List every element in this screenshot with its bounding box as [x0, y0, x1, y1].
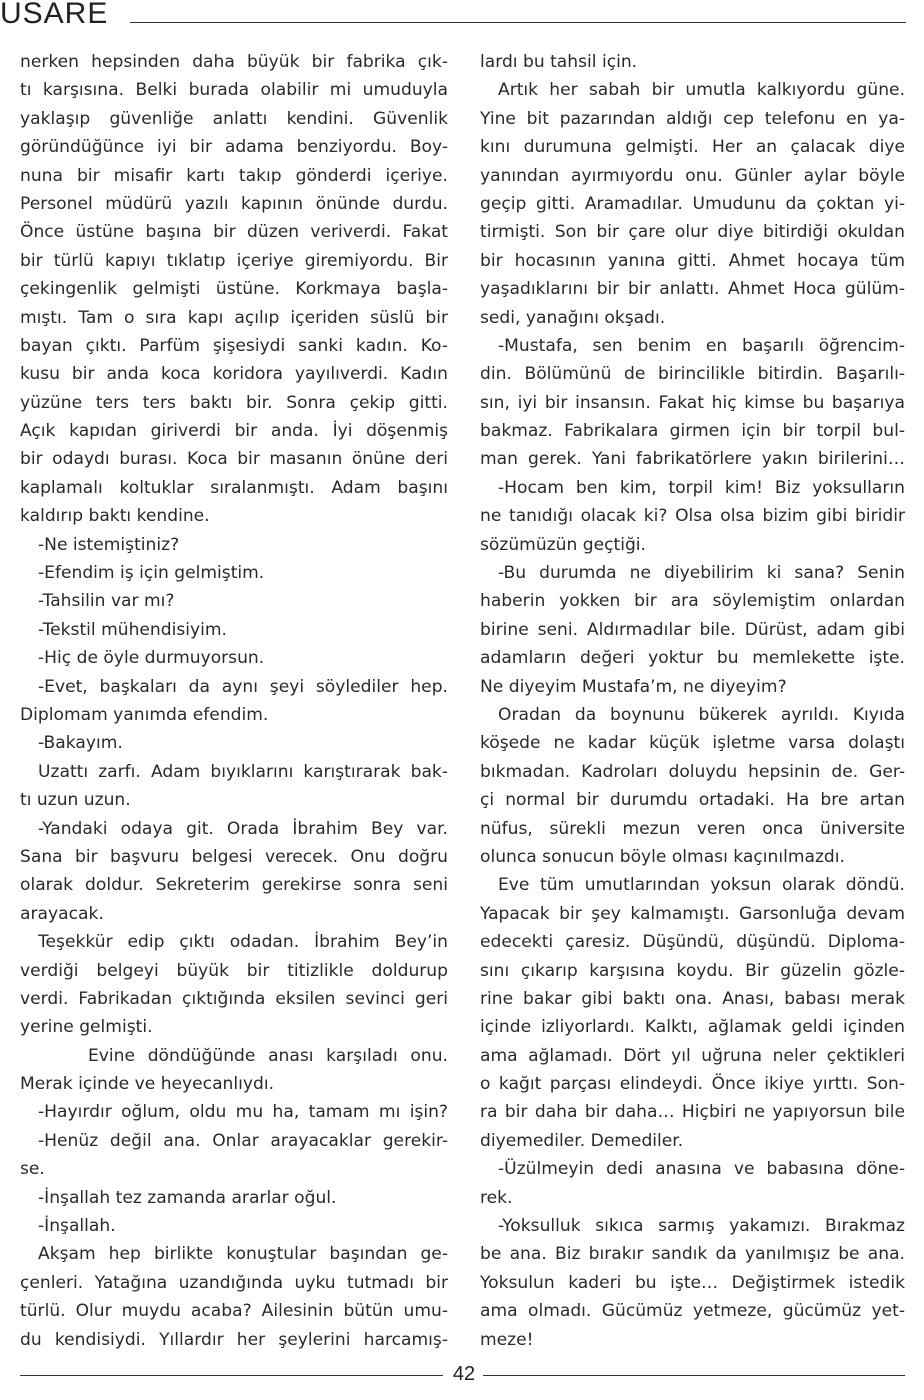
- text-line: verdiği belgeyi büyük bir titizlikle doldurup: [20, 960, 448, 981]
- dialogue-line: -İnşallah tez zamanda ararlar oğul.: [38, 1187, 337, 1208]
- text-line: bir türlü kapıyı tıklatıp içeriye giremiyordu. Bir: [20, 250, 448, 271]
- text-line: Yapacak bir şey kalmamıştı. Garsonluğa devam: [480, 903, 905, 924]
- page-header: [0, 0, 924, 40]
- dialogue-line: -İnşallah.: [38, 1216, 116, 1237]
- dialogue-line: -Tekstil mühendisiyim.: [38, 619, 227, 640]
- text-line: be ana. Biz bırakır sandık da yanılmışız be ana.: [480, 1244, 905, 1265]
- text-line: Açık kapıdan giriverdi bir anda. İyi döşenmiş: [20, 421, 448, 442]
- footer-rule-left: [20, 1375, 443, 1376]
- right-column: [480, 48, 905, 1354]
- text-line: Ne diyeyim Mustafa’m, ne diyeyim?: [480, 676, 787, 697]
- text-line: ama olmadı. Gücümüz yetmeze, gücümüz yet-: [480, 1301, 905, 1322]
- text-line: olunca sonucun böyle olması kaçınılmazdı.: [480, 846, 845, 867]
- dialogue-line: -Bu durumda ne diyebilirim ki sana? Senin: [498, 563, 905, 584]
- dialogue-line: -Ne istemiştiniz?: [38, 534, 180, 555]
- text-line: olarak doldur. Sekreterim gerekirse sonra seni: [20, 875, 448, 896]
- text-line: nüfus, sürekli mezun veren onca üniversite: [480, 818, 905, 839]
- footer-rule-right: [483, 1375, 905, 1376]
- text-line: türlü. Olur muydu acaba? Ailesinin bütün umu-: [20, 1301, 448, 1322]
- text-line: Diplomam yanımda efendim.: [20, 704, 269, 725]
- dialogue-line: -Hocam ben kim, torpil kim! Biz yoksulların: [498, 477, 905, 498]
- text-line: mıştı. Tam o sıra kapı açılıp içeriden süslü bir: [20, 307, 448, 328]
- dialogue-line: -Hiç de öyle durmuyorsun.: [38, 648, 265, 669]
- text-line: Personel müdürü yazılı kapının önünde durdu.: [20, 193, 448, 214]
- text-line: Teşekkür edip çıktı odadan. İbrahim Bey’in: [38, 932, 448, 953]
- text-line: yanından ayırmıyordu onu. Günler aylar böyle: [480, 165, 905, 186]
- text-line: çi normal bir durumdu ortadaki. Ha bre artan: [480, 790, 905, 811]
- text-line: Merak içinde ve heyecanlıydı.: [20, 1074, 275, 1095]
- text-line: rine bakar gibi baktı ona. Anası, babası merak: [480, 988, 905, 1009]
- text-line: sın, iyi bir insansın. Fakat hiç kimse bu başarıya: [480, 392, 905, 413]
- dialogue-line: -Tahsilin var mı?: [38, 591, 175, 612]
- dialogue-line: -Bakayım.: [38, 733, 123, 754]
- text-line: yüzüne ters ters baktı bir. Sonra çekip gitti.: [20, 392, 448, 413]
- dialogue-line: -Efendim iş için gelmiştim.: [38, 563, 265, 584]
- text-line: Oradan da boynunu bükerek ayrıldı. Kıyıda: [498, 704, 905, 725]
- text-line: din. Bölümünü de birincilikle bitirdin. Başarılı-: [480, 364, 905, 385]
- dialogue-line: -Henüz değil ana. Onlar arayacaklar gerekir-: [38, 1130, 448, 1151]
- text-line: diyemediler. Demediler.: [480, 1130, 684, 1151]
- dialogue-line: -Yoksulluk sıkıca sarmış yakamızı. Bırakmaz: [498, 1216, 905, 1237]
- text-line: köşede ne kadar küçük işletme varsa dolaştı: [480, 733, 905, 754]
- text-line: Önce üstüne başına bir düzen veriverdi. Fakat: [20, 222, 448, 243]
- text-line: göründüğünce iyi bir adama benziyordu. Boy-: [20, 137, 448, 158]
- text-line: içinde izliyorlardı. Kalktı, ağlamak geldi içinden: [480, 1017, 905, 1038]
- text-line: verdi. Fabrikadan çıktığında eksilen sevinci geri: [20, 988, 448, 1009]
- text-line: kaplamalı koltuklar sıralanmıştı. Adam başını: [20, 477, 448, 498]
- text-line: bakmaz. Fabrikalara girmen için bir torpil bul-: [480, 421, 905, 442]
- text-line: Akşam hep birlikte konuştular başından ge-: [38, 1244, 448, 1265]
- page-number: 42: [452, 1363, 476, 1385]
- dialogue-line: -Evet, başkaları da aynı şeyi söylediler hep.: [38, 676, 448, 697]
- text-line: ra bir daha bir daha… Hiçbiri ne yapıyorsun bile: [480, 1102, 905, 1123]
- text-line: du kendisiydi. Yıllardır her şeylerini harcamış-: [20, 1329, 448, 1350]
- text-line: bir hocasının yanına gitti. Ahmet hocaya tüm: [480, 250, 905, 271]
- text-line: kını durumuna gelmişti. Her an çalacak diye: [480, 137, 905, 158]
- text-line: geçip gitti. Aramadılar. Umudunu da çoktan yi-: [480, 193, 905, 214]
- left-column: [20, 48, 448, 1354]
- text-line: sını çıkarıp karşısına koydu. Bir güzelin gözle-: [480, 960, 905, 981]
- text-line: yaşadıklarını bir bir anlattı. Ahmet Hoca gülüm-: [480, 279, 905, 300]
- text-line: tı karşısına. Belki burada olabilir mi umuduyla: [20, 80, 448, 101]
- text-line: rek.: [480, 1187, 513, 1208]
- text-line: kaldırıp baktı kendine.: [20, 506, 210, 527]
- text-line: sözümüzün geçtiği.: [480, 534, 646, 555]
- text-line: Yoksulun kaderi bu işte… Değiştirmek istedik: [480, 1272, 905, 1293]
- text-line: bir odaydı burası. Koca bir masanın önüne deri: [20, 449, 448, 470]
- text-line: Sana bir başvuru belgesi verecek. Onu doğru: [20, 846, 448, 867]
- text-line: bayan çıktı. Parfüm şişesiydi sanki kadın. Ko-: [20, 335, 448, 356]
- text-line: arayacak.: [20, 903, 104, 924]
- text-line: kusu bir anda koca koridora yayılıverdi. Kadın: [20, 364, 448, 385]
- text-line: lardı bu tahsil için.: [480, 52, 638, 72]
- running-title: USARE: [0, 0, 109, 30]
- dialogue-line: -Hayırdır oğlum, oldu mu ha, tamam mı işin?: [38, 1102, 448, 1123]
- text-line: nerken hepsinden daha büyük bir fabrika çık-: [20, 52, 448, 72]
- dialogue-line: -Mustafa, sen benim en başarılı öğrencim-: [498, 335, 905, 356]
- dialogue-line: -Yandaki odaya git. Orada İbrahim Bey var.: [38, 818, 448, 839]
- text-line: Artık her sabah bir umutla kalkıyordu güne.: [498, 80, 905, 101]
- text-line: ama ağlamadı. Dört yıl uğruna neler çektikleri: [480, 1045, 905, 1066]
- header-rule: [130, 22, 906, 23]
- text-line: çenleri. Yatağına uzandığında uyku tutmadı bir: [20, 1272, 448, 1293]
- text-line: edecekti çaresiz. Düşündü, düşündü. Diploma-: [480, 932, 905, 953]
- text-line: se.: [20, 1159, 45, 1180]
- text-line: bıkmadan. Kadroları doluydu hepsinin de. Ger-: [480, 761, 905, 782]
- text-line: sedi, yanağını okşadı.: [480, 307, 666, 328]
- text-line: nuna bir misafir kartı takıp gönderdi içeriye.: [20, 165, 448, 186]
- text-line: tı uzun uzun.: [20, 790, 131, 811]
- text-line: yerine gelmişti.: [20, 1017, 153, 1038]
- text-line: Evine döndüğünde anası karşıladı onu.: [88, 1045, 448, 1066]
- text-line: tirmişti. Son bir çare olur diye bitirdiği okuldan: [480, 222, 905, 243]
- text-line: haberin yokken bir ara söylemiştim onlardan: [480, 591, 905, 612]
- text-line: man gerek. Yani fabrikatörlere yakın birilerini…: [480, 449, 905, 470]
- text-line: Uzattı zarfı. Adam bıyıklarını karıştırarak bak-: [38, 761, 448, 782]
- text-line: birine seni. Aldırmadılar bile. Dürüst, adam gibi: [480, 619, 905, 640]
- text-line: Yine bit pazarından aldığı cep telefonu en ya-: [480, 108, 905, 129]
- dialogue-line: -Üzülmeyin dedi anasına ve babasına döne-: [498, 1159, 905, 1180]
- text-line: o kağıt parçası elindeydi. Önce ikiye yırttı. Son-: [480, 1074, 905, 1095]
- text-line: yaklaşıp güvenliğe anlattı kendini. Güvenlik: [20, 108, 448, 129]
- text-line: meze!: [480, 1329, 534, 1350]
- text-line: çekingenlik gelmişti üstüne. Korkmaya başla-: [20, 279, 448, 300]
- text-line: Eve tüm umutlarından yoksun olarak döndü.: [498, 875, 905, 896]
- text-line: adamların değeri yoktur bu memlekette işte.: [480, 648, 905, 669]
- text-line: ne tanıdığı olacak ki? Olsa olsa bizim gibi biridir: [480, 506, 905, 527]
